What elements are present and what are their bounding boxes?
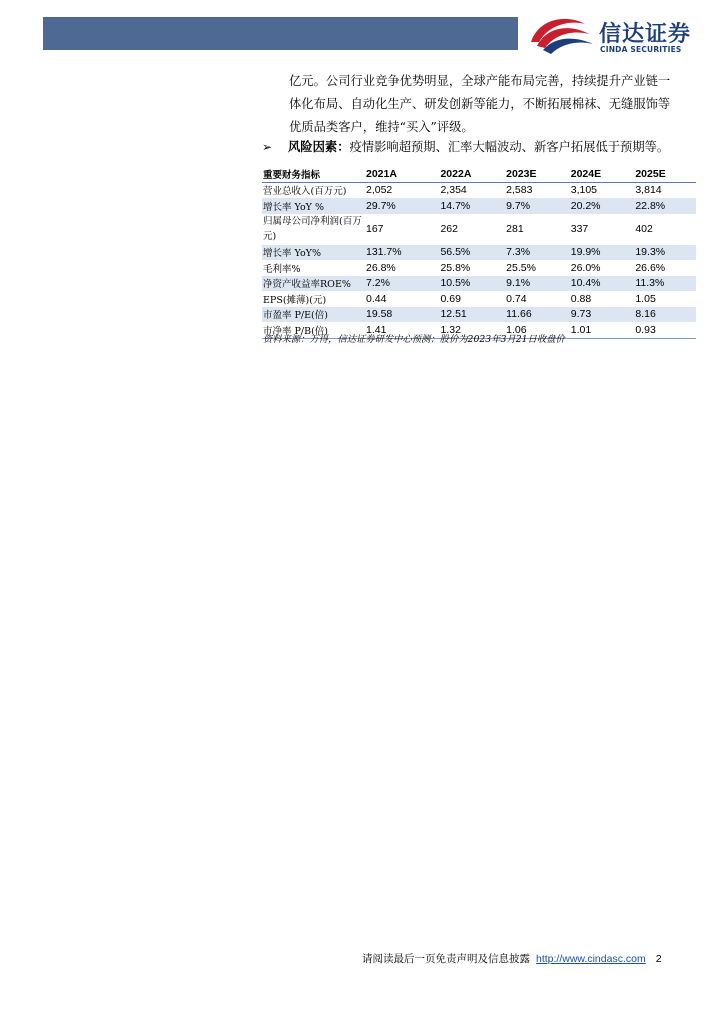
table-cell: 262 bbox=[440, 223, 458, 235]
table-cell: 1.41 bbox=[362, 322, 436, 338]
table-row bbox=[262, 307, 696, 323]
table-row bbox=[262, 291, 696, 307]
table-cell: 26.6% bbox=[635, 261, 666, 274]
table-row bbox=[262, 182, 696, 198]
table-cell: 9.7% bbox=[502, 198, 567, 214]
table-cell: 0.69 bbox=[440, 292, 461, 305]
table-row bbox=[262, 260, 696, 276]
table-cell: 20.2% bbox=[567, 198, 632, 214]
table-cell: 337 bbox=[570, 223, 589, 235]
table-cell: 19.9% bbox=[567, 245, 632, 261]
table-cell: 19.3% bbox=[631, 245, 696, 261]
table-cell: 0.44 bbox=[366, 292, 387, 305]
cinda-logo bbox=[527, 12, 707, 56]
paragraph-line: 亿元。公司行业竞争优势明显，全球产能布局完善，持续提升产业链一 bbox=[289, 74, 671, 88]
table-cell: 167 bbox=[366, 223, 384, 235]
table-cell: 1.06 bbox=[502, 322, 567, 338]
logo-chinese-text: 信达证券 bbox=[599, 22, 692, 47]
paragraph-line: 优质品类客户，维持“买入”评级。 bbox=[289, 120, 474, 134]
table-cell: 26.0% bbox=[570, 261, 601, 274]
row-label: 毛利率% bbox=[263, 263, 301, 275]
row-label: 增长率 YoY% bbox=[262, 245, 362, 261]
row-label: 净资产收益率ROE% bbox=[262, 276, 362, 292]
table-cell: 0.93 bbox=[631, 322, 696, 338]
row-label: 营业总收入(百万元) bbox=[263, 186, 347, 198]
table-cell: 0.88 bbox=[570, 292, 592, 305]
table-cell: 22.8% bbox=[631, 198, 696, 214]
table-cell: 56.5% bbox=[436, 245, 502, 261]
page-footer bbox=[362, 951, 662, 966]
table-header-cell: 2021A bbox=[362, 166, 436, 182]
disclaimer-text: 请阅读最后一页免责声明及信息披露 bbox=[362, 953, 530, 965]
table-cell: 29.7% bbox=[362, 198, 436, 214]
table-cell: 3,814 bbox=[635, 184, 662, 197]
table-cell: 7.3% bbox=[502, 245, 567, 261]
table-cell: 2,052 bbox=[366, 184, 393, 197]
page-number: 2 bbox=[655, 953, 662, 965]
table-cell: 2,583 bbox=[506, 184, 533, 197]
table-row bbox=[262, 276, 696, 292]
table-cell: 14.7% bbox=[436, 198, 502, 214]
table-cell: 1.32 bbox=[436, 322, 502, 338]
table-cell: 10.5% bbox=[436, 276, 502, 292]
table-header-cell: 2025E bbox=[631, 166, 696, 182]
table-row bbox=[262, 214, 696, 245]
table-row bbox=[262, 245, 696, 261]
source-note: 资料来源：万得，信达证券研发中心预测；股价为2023年3月21日收盘价 bbox=[263, 334, 565, 345]
table-cell: 25.5% bbox=[506, 261, 536, 274]
table-header-row bbox=[262, 166, 696, 182]
table-cell: 19.58 bbox=[362, 307, 436, 323]
table-cell: 0.74 bbox=[506, 292, 527, 305]
table-cell: 281 bbox=[506, 223, 524, 235]
row-label: 市净率 P/B(倍) bbox=[262, 322, 362, 338]
table-row bbox=[262, 198, 696, 214]
table-cell: 7.2% bbox=[362, 276, 436, 292]
table-cell: 9.73 bbox=[567, 307, 632, 323]
website-link[interactable]: http://www.cindasc.com bbox=[536, 953, 646, 965]
table-cell: 10.4% bbox=[567, 276, 632, 292]
risk-text: 疫情影响超预期、汇率大幅波动、新客户拓展低于预期等。 bbox=[349, 140, 670, 154]
table-cell: 11.3% bbox=[631, 276, 696, 292]
table-cell: 2,354 bbox=[440, 184, 467, 197]
table-cell: 402 bbox=[635, 223, 653, 235]
table-header-cell: 2023E bbox=[502, 166, 567, 182]
risk-factors bbox=[262, 137, 669, 155]
header-bar bbox=[43, 17, 518, 50]
financial-indicators-table bbox=[262, 166, 696, 339]
table-cell: 8.16 bbox=[631, 307, 696, 323]
row-label: EPS(摊薄)(元) bbox=[263, 294, 327, 306]
summary-paragraph bbox=[289, 70, 684, 139]
table-cell: 131.7% bbox=[362, 245, 436, 261]
table-cell: 25.8% bbox=[440, 261, 471, 274]
table-header-cell: 重要财务指标 bbox=[262, 166, 362, 182]
row-label: 市盈率 P/E(倍) bbox=[262, 307, 362, 323]
table-cell: 11.66 bbox=[502, 307, 567, 323]
table-cell: 26.8% bbox=[366, 261, 396, 274]
table-header-cell: 2022A bbox=[436, 166, 502, 182]
risk-label: 风险因素： bbox=[288, 139, 350, 154]
table-cell: 1.05 bbox=[635, 292, 656, 305]
row-label: 增长率 YoY % bbox=[262, 198, 362, 214]
paragraph-line: 体化布局、自动化生产、研发创新等能力，不断拓展棉袜、无缝服饰等 bbox=[289, 97, 671, 111]
table-cell: 3,105 bbox=[570, 184, 598, 197]
logo-english-text: CINDA SECURITIES bbox=[600, 45, 682, 54]
table-cell: 9.1% bbox=[502, 276, 567, 292]
cinda-logo-icon bbox=[527, 12, 595, 56]
row-label: 归属母公司净利润(百万元) bbox=[263, 216, 362, 242]
arrow-bullet-icon: ➢ bbox=[262, 140, 273, 154]
table-cell: 12.51 bbox=[436, 307, 502, 323]
table-cell: 1.01 bbox=[567, 322, 632, 338]
table-header-cell: 2024E bbox=[567, 166, 632, 182]
